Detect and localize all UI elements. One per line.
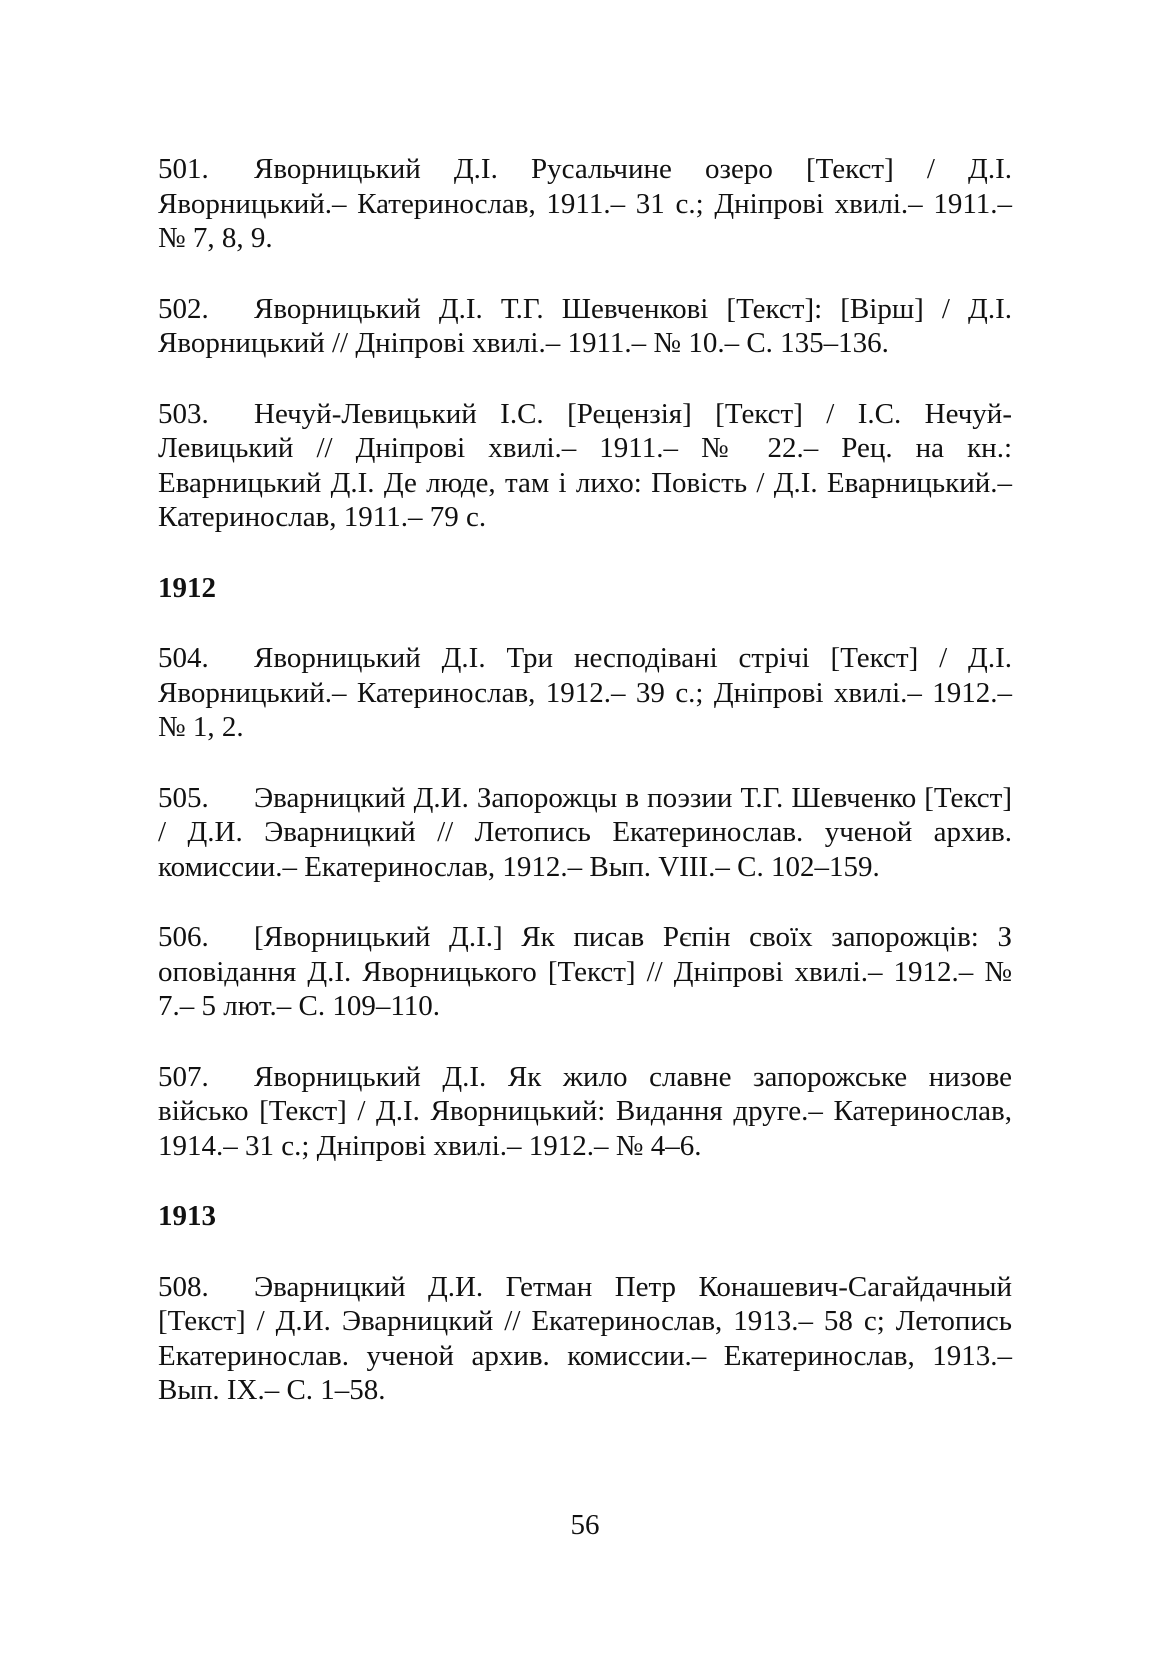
bibliography-entry-507 bbox=[158, 1060, 1012, 1164]
entry-text: [Яворницький Д.І.] Як писав Рєпін своїх запорожців: З оповідання Д.І. Яворницького [Текст] // Дніпрові хвилі.– 1912.– № 7.– 5 лют.– С. 109–110. bbox=[158, 921, 1012, 1022]
bibliography-list bbox=[158, 152, 1012, 1408]
entry-text: Эварницкий Д.И. Запорожцы в поэзии Т.Г. Шевченко [Текст] / Д.И. Эварницкий // Летопись Екатеринослав. ученой архив. комиссии.– Екатеринослав, 1912.– Вып. VIII.– С. 102–159. bbox=[158, 781, 1012, 883]
bibliography-entry-506 bbox=[158, 920, 1012, 1024]
entry-text: Эварницкий Д.И. Гетман Петр Конашевич-Сагайдачный [Текст] / Д.И. Эварницкий // Екатеринослав, 1913.– 58 с; Летопись Екатеринослав. ученой архив. комиссии.– Екатеринослав, 1913.– Вып. IX.– С. 1–58. bbox=[158, 1270, 1012, 1406]
entry-number: 501. bbox=[158, 153, 209, 185]
bibliography-entry-505 bbox=[158, 781, 1012, 885]
page-number: 56 bbox=[570, 1509, 600, 1541]
entry-text: Нечуй-Левицький І.С. [Рецензія] [Текст] / І.С. Нечуй-Левицький // Дніпрові хвилі.– 1911.– № 22.– Рец. на кн.: Еварницький Д.І. Де люде, там і лихо: Повість / Д.І. Еварницький.– Катеринослав, 1911.– 79 с. bbox=[158, 397, 1012, 533]
entry-text: Яворницький Д.І. Русальчине озеро [Текст] / Д.І. Яворницький.– Катеринослав, 1911.– 31 с.; Дніпрові хвилі.– 1911.– № 7, 8, 9. bbox=[158, 153, 1012, 254]
entry-number: 508. bbox=[158, 1270, 209, 1303]
bibliography-entry-503 bbox=[158, 397, 1012, 535]
bibliography-entry-508 bbox=[158, 1270, 1012, 1408]
year-heading-1913: 1913 bbox=[158, 1200, 216, 1232]
bibliography-entry-504 bbox=[158, 641, 1012, 745]
entry-number: 505. bbox=[158, 781, 209, 814]
entry-number: 502. bbox=[158, 292, 209, 325]
bibliography-entry-502 bbox=[158, 292, 1012, 361]
bibliography-entry-501 bbox=[158, 152, 1012, 256]
year-heading-1912: 1912 bbox=[158, 571, 216, 604]
entry-text: Яворницький Д.І. Т.Г. Шевченкові [Текст]: [Вірш] / Д.І. Яворницький // Дніпрові хвилі.– 1911.– № 10.– С. 135–136. bbox=[158, 292, 1012, 359]
entry-number: 506. bbox=[158, 921, 209, 953]
entry-text: Яворницький Д.І. Як жило славне запорожське низове військо [Текст] / Д.І. Яворницький: Видання друге.– Катеринослав, 1914.– 31 с.; Дніпрові хвилі.– 1912.– № 4–6. bbox=[158, 1060, 1012, 1162]
entry-number: 503. bbox=[158, 397, 209, 430]
entry-text: Яворницький Д.І. Три несподівані стрічі [Текст] / Д.І. Яворницький.– Катеринослав, 1912.– 39 с.; Дніпрові хвилі.– 1912.– № 1, 2. bbox=[158, 642, 1012, 743]
entry-number: 504. bbox=[158, 642, 209, 674]
entry-number: 507. bbox=[158, 1060, 209, 1093]
